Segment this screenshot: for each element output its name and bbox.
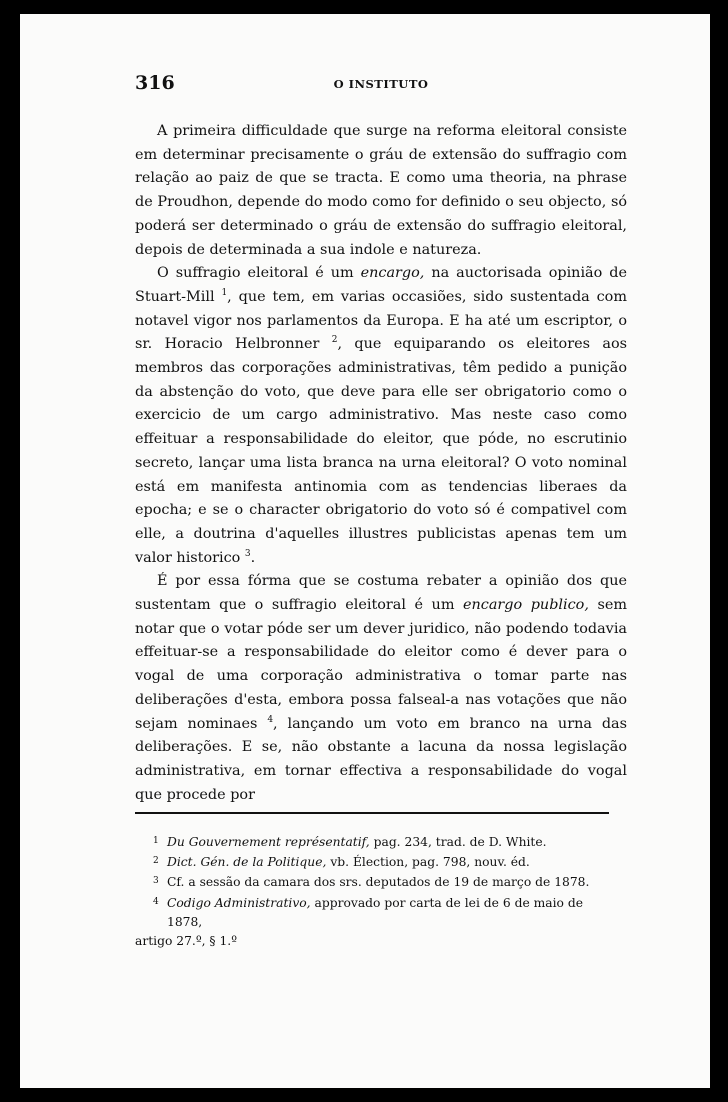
page-header (135, 72, 627, 98)
paragraph-1: A primeira difficuldade que surge na reforma eleitoral consiste em determinar precisamente o gráu de extensão do suffragio com relação ao paiz de que se tracta. E como uma theoria, na phrase de Proudhon, depende do modo como for definido o seu objecto, só poderá ser determinado o gráu de extensão do suffragio eleitoral, depois de determinada a sua indole e natureza. (135, 123, 627, 258)
footnote-3: 3 Cf. a sessão da camara dos srs. deputados de 19 de março de 1878. (153, 875, 590, 890)
footnote-4-continuation: artigo 27.º, § 1.º (135, 934, 237, 949)
footnote-4: 4 Codigo Administrativo, approvado por carta de lei de 6 de maio de 1878, (153, 895, 584, 929)
footnote-divider (135, 812, 609, 814)
footnote-ref-1: 1 (221, 288, 228, 299)
paragraph-3: É por essa fórma que se costuma rebater a opinião dos que sustentam que o suffragio eleitoral é um encargo publico, sem notar que o votar póde ser um dever juridico, não podendo todavia effeituar-se a responsabilidade do eleitor como é dever para o vogal de uma corporação administrativa o tomar parte nas deliberações d'esta, embora possa falseal-a nas votações que não sejam nominaes $^4$, lançando um voto em branco na urna das deliberações. E se, não obstante a lacuna da nossa legislação administrativa, em tornar effectiva a responsabilidade do vogal que procede por (135, 573, 628, 803)
footnote-1: 1 Du Gouvernement représentatif, pag. 234, trad. de D. White. (153, 835, 547, 849)
body-text (135, 120, 627, 807)
footnote-ref-2: 2 (331, 335, 338, 346)
footnote-2: 2 Dict. Gén. de la Politique, vb. Élection, pag. 798, nouv. éd. (153, 855, 530, 870)
running-head: O INSTITUTO (333, 77, 429, 91)
footnote-ref-3: 3 (244, 548, 251, 559)
footnote-ref-4: 4 (267, 714, 274, 725)
page-number: 316 (135, 72, 175, 94)
footnotes (135, 832, 615, 951)
paragraph-2: O suffragio eleitoral é um encargo, na auctorisada opinião de Stuart-Mill $^1$, que tem, em varias occasiões, sido sustentada com notavel vigor nos parlamentos da Europa. E ha até um escriptor, o sr. Horacio Helbronner $^2$, que equiparando os eleitores aos membros das corporações administrativas, têm pedido a punição da abstenção do voto, que deve para elle ser obrigatorio como o exercicio de um cargo administrativo. Mas neste caso como effeituar a responsabilidade do eleitor, que póde, no escrutinio secreto, lançar uma lista branca na urna eleitoral? O voto nominal está em manifesta antinomia com as tendencias liberaes da epocha; e se o character obrigatorio do voto só é compativel com elle, a doutrina d'aquelles illustres publicistas apenas tem um valor historico $^3$. (135, 265, 627, 566)
